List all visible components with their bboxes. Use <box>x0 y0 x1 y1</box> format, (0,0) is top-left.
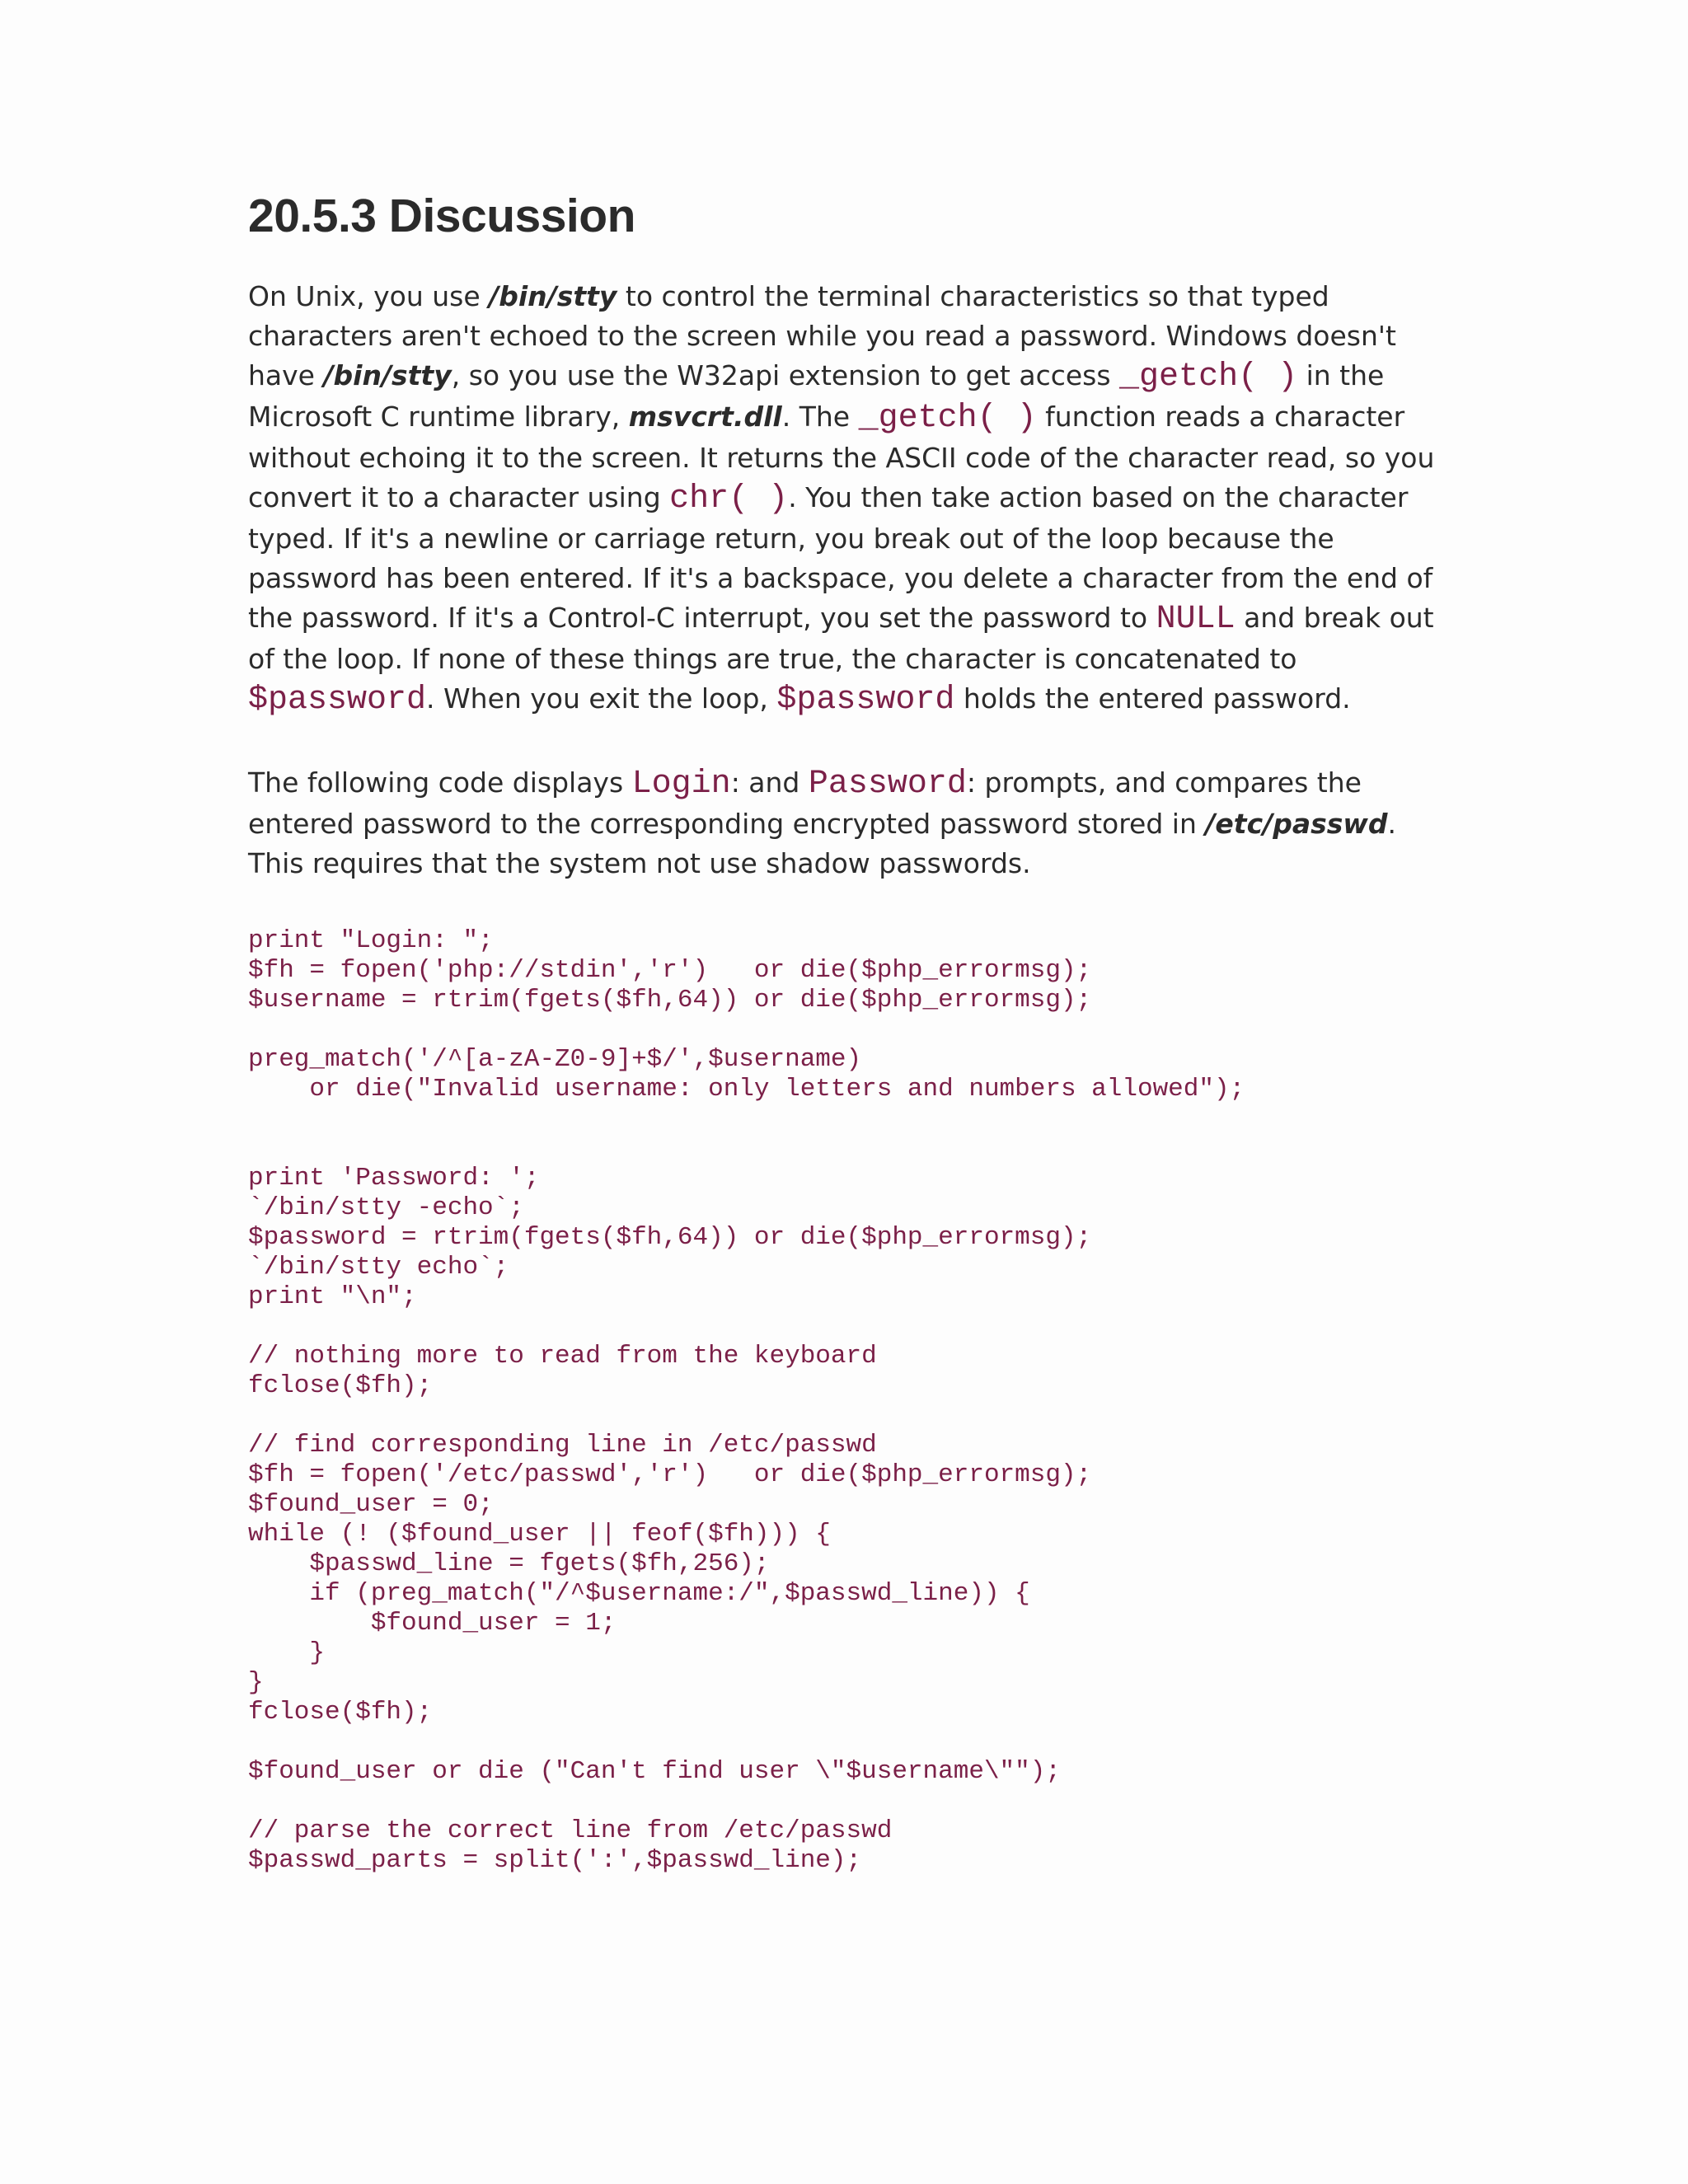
document-page <box>248 190 1451 1876</box>
file-path: /etc/passwd <box>1205 807 1388 840</box>
text-run: . You then take action based on the character typed. If it's a newline or carriage return, you break out of the loop because the password has been entered. If it's a backspace, you delete a character from the end of the password. If it's a Control-C interrupt, you set the password to <box>248 480 1433 634</box>
inline-code: _getch( ) <box>858 399 1037 437</box>
text-run: , so you use the W32api extension to get access <box>451 359 1120 391</box>
text-run: : and <box>730 766 809 799</box>
inline-code: chr( ) <box>669 480 789 518</box>
text-run: to control the terminal characteristics so that typed characters aren't echoed to the screen while you read a password. Windows doesn't have <box>248 279 1396 391</box>
text-run: . When you exit the loop, <box>426 682 777 715</box>
text-run: The following code displays <box>248 766 632 799</box>
text-run: holds the entered password. <box>954 682 1351 715</box>
file-path: /bin/stty <box>489 279 617 312</box>
text-run: . This requires that the system not use shadow passwords. <box>248 807 1396 879</box>
inline-code: _getch( ) <box>1119 358 1298 396</box>
text-run: : prompts, and compares the entered password to the corresponding encrypted password stored in <box>248 766 1362 840</box>
inline-code: $password <box>776 681 955 719</box>
file-path: msvcrt.dll <box>628 400 782 433</box>
text-run: and break out of the loop. If none of these things are true, the character is concatenated to <box>248 601 1434 675</box>
text-run: function reads a character without echoing it to the screen. It returns the ASCII code of the character read, so you convert it to a character using <box>248 400 1435 513</box>
inline-code: NULL <box>1156 600 1236 638</box>
code-listing: print "Login: "; $fh = fopen('php://stdin','r') or die($php_errormsg); $username = rtrim(fgets($fh,64)) or die($php_errormsg); preg_match('/^[a-zA-Z0-9]+$/',$username) or die("Invalid username: only letters and numbers allowed"); print 'Password: '; `/bin/stty -echo`; $password = rtrim(fgets($fh,64)) or die($php_errormsg); `/bin/stty echo`; print "\n"; // nothing more to read from the keyboard fclose($fh); // find corresponding line in /etc/passwd $fh = fopen('/etc/passwd','r') or die($php_errormsg); $found_user = 0; while (! ($found_user || feof($fh))) { $passwd_line = fgets($fh,256); if (preg_match("/^$username:/",$passwd_line)) { $found_user = 1; } } fclose($fh); $found_user or die ("Can't find user \"$username\""); // parse the correct line from /etc/passwd $passwd_parts = split(':',$passwd_line); <box>248 926 1245 1875</box>
code-intro-paragraph <box>248 763 1451 883</box>
inline-code: Password <box>808 765 967 803</box>
file-path: /bin/stty <box>323 359 452 391</box>
text-run: . The <box>781 400 859 433</box>
inline-code: Login <box>631 765 731 803</box>
discussion-paragraph <box>248 277 1451 720</box>
inline-code: $password <box>248 681 427 719</box>
text-run: On Unix, you use <box>248 279 490 312</box>
section-heading: 20.5.3 Discussion <box>248 190 635 242</box>
text-run: in the Microsoft C runtime library, <box>248 359 1385 433</box>
